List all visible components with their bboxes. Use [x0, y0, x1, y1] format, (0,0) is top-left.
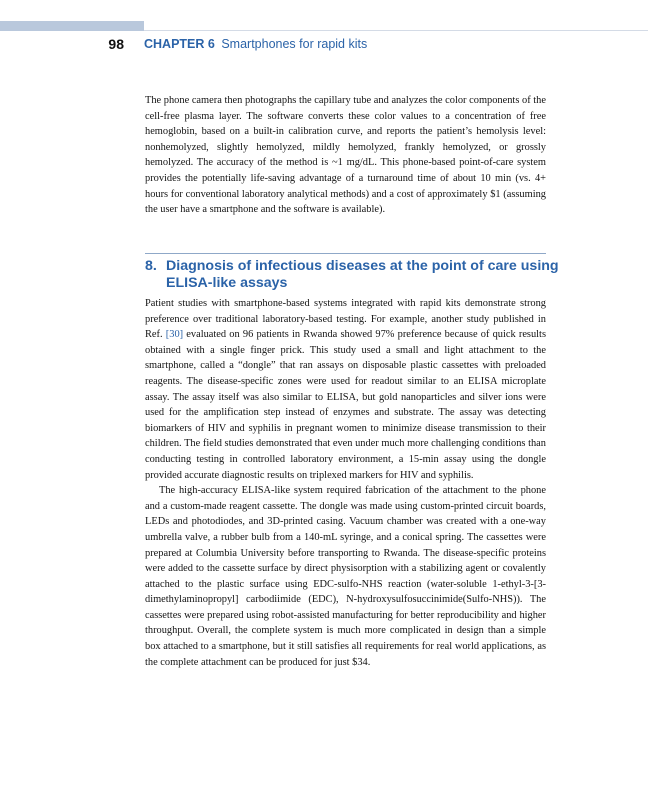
section-divider: [145, 253, 546, 254]
section-number: 8.: [145, 258, 157, 274]
paragraph-hemolysis: The phone camera then photographs the capillary tube and analyzes the color components of the cell-free plasma layer. The software converts these color values to a concentration of free hemoglobin, based on a built-in calibration curve, and reports the patient’s hemolysis level: nonhemolyzed, slightly hemolyzed, mildly hemolyzed, frankly hemolyzed, or grossly hemolyzed. The accuracy of the method is ~1 mg/dL. This phone-based point-of-care system provides the potentially life-saving advantage of a turnaround time of about 10 min (vs. 4+ hours for conventional laboratory analytical methods) and a cost of approximately $1 (assuming the user have a smartphone and the software is available).: [145, 95, 546, 216]
page-number: 98: [108, 36, 124, 52]
chapter-title: Smartphones for rapid kits: [221, 37, 368, 51]
body-text-block: [145, 93, 546, 218]
running-head: [144, 37, 367, 51]
paragraph-text: Patient studies with smartphone-based systems integrated with rapid kits demonstrate strong preference over traditional laboratory-based testing. For example, another study published in Ref.: [145, 298, 546, 341]
chapter-label: CHAPTER 6: [144, 37, 215, 51]
header-accent-bar: [0, 21, 144, 31]
section-title: Diagnosis of infectious diseases at the point of care using ELISA-like assays: [166, 258, 559, 291]
paragraph-text: evaluated on 96 patients in Rwanda showed 97% preference because of quick results obtained with a single finger prick. This study used a small and light attachment to the smartphone, called a “dongle” that ran assays on disposable plastic cassettes with preloaded reagents. The disease-specific zones were used for readout similar to an ELISA microplate assay. The assay itself was also similar to ELISA, but gold nanoparticles and silver ions were used for the amplification step instead of enzymes and substrate. The assay was detecting biomarkers of HIV and syphilis in pregnant women to minimize disease transmission to their children. The field studies demonstrated that even under much more challenging conditions than conducting testing in controlled laboratory environment, a 15-min assay using the dongle provided accurate diagnostic results on triplexed markers for HIV and syphilis.: [145, 329, 546, 481]
section-heading: [145, 258, 567, 291]
paragraph-patient-studies: [145, 296, 546, 483]
paragraph-elisa-system: The high-accuracy ELISA-like system required fabrication of the attachment to the phone and a custom-made reagent cassette. The dongle was made using custom-printed circuit boards, LEDs and photodiodes, and 3D-printed casing. Vacuum chamber was created with a one-way umbrella valve, a rubber bulb from a 140-mL syringe, and a conical spring. The cassettes were prepared at Columbia University before transporting to Rwanda. The disease-specific proteins were added to the cassette surface by direct physisorption with a stabilizing agent or covalently attached to the plastic surface using EDC-sulfo-NHS reaction (water-soluble 1-ethyl-3-[3-dimethylaminopropyl] carbodiimide (EDC), N-hydroxysulfosuccinimide(Sulfo-NHS)). The cassettes were prepared using robot-assisted manufacturing for better reproducibility and higher throughput. Overall, the complete system is much more complicated in design than a simple box attached to a smartphone, but it still satisfies all requirements for real world applications, as the complete attachment can be produced for just $34.: [145, 485, 546, 668]
reference-link[interactable]: [30]: [165, 329, 184, 341]
header-rule: [144, 30, 648, 31]
section-body: [145, 296, 546, 670]
